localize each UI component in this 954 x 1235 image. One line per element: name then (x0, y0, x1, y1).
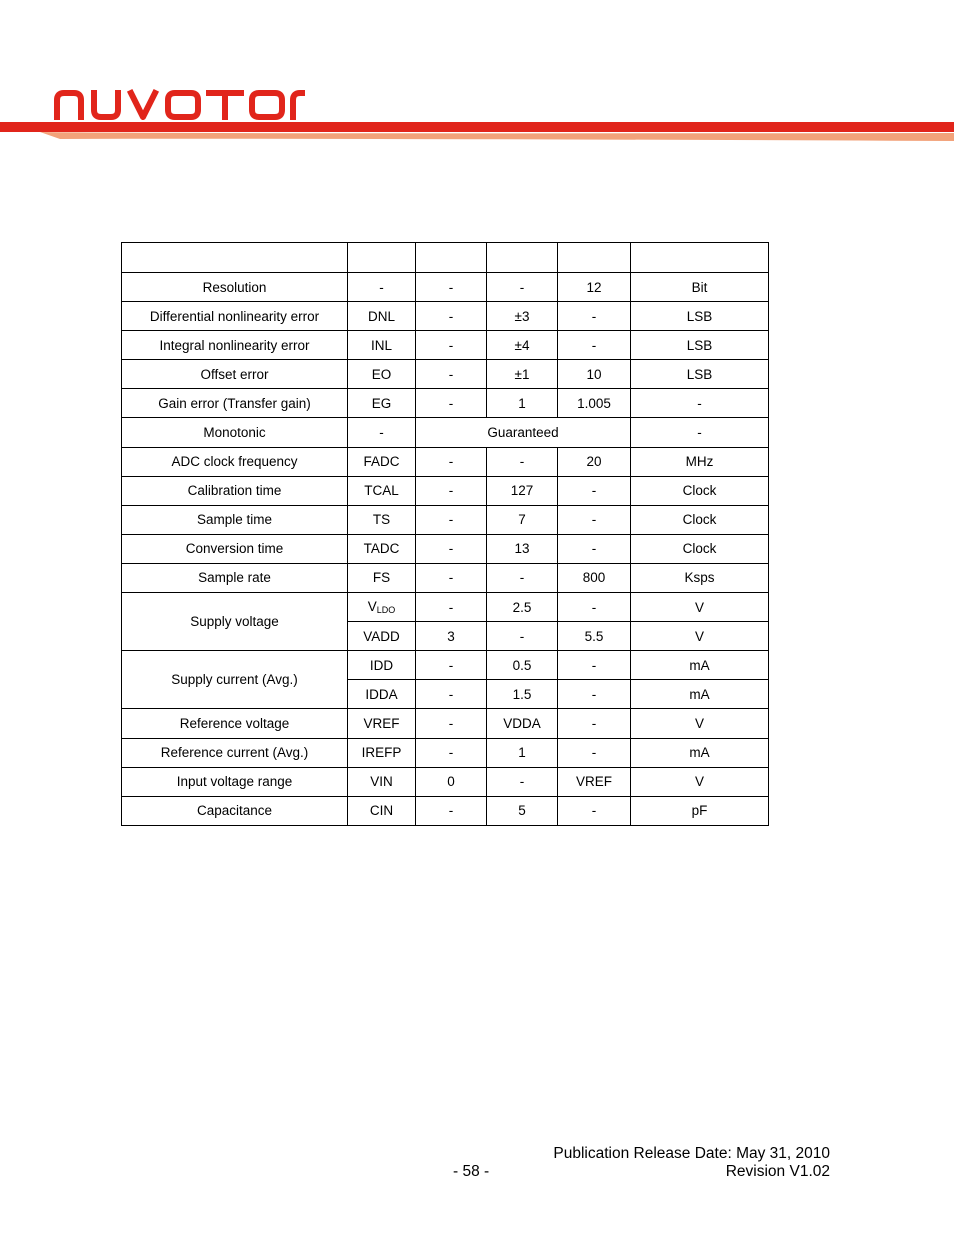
symbol-subscript: LDO (376, 605, 396, 616)
unit-cell: LSB (631, 331, 769, 360)
typ-cell: 127 (487, 476, 558, 505)
max-cell: 800 (558, 563, 631, 592)
typ-cell: VDDA (487, 709, 558, 738)
header-band (0, 118, 954, 148)
parameter-cell: ADC clock frequency (122, 447, 348, 476)
max-cell: - (558, 709, 631, 738)
parameter-cell: Offset error (122, 360, 348, 389)
table-row (122, 505, 769, 534)
max-cell: 20 (558, 447, 631, 476)
max-cell: - (558, 505, 631, 534)
symbol-cell: VIN (348, 767, 416, 796)
table-row (122, 360, 769, 389)
max-cell: 5.5 (558, 622, 631, 651)
parameter-cell: Resolution (122, 273, 348, 302)
parameter-cell: Reference current (Avg.) (122, 738, 348, 767)
min-cell: 0 (416, 767, 487, 796)
unit-cell: Clock (631, 534, 769, 563)
unit-cell: Clock (631, 505, 769, 534)
table-row (122, 534, 769, 563)
symbol-cell (348, 593, 416, 622)
max-cell: - (558, 593, 631, 622)
unit-cell: mA (631, 651, 769, 680)
table-row (122, 738, 769, 767)
parameter-cell: Reference voltage (122, 709, 348, 738)
typ-cell: ±3 (487, 302, 558, 331)
typ-cell: - (487, 447, 558, 476)
unit-cell: pF (631, 796, 769, 825)
min-cell: - (416, 563, 487, 592)
parameter-cell: Supply current (Avg.) (122, 651, 348, 709)
nuvoton-logo (52, 86, 308, 120)
min-cell: - (416, 389, 487, 418)
max-cell: - (558, 302, 631, 331)
symbol-main: V (367, 599, 377, 615)
max-cell: - (558, 680, 631, 709)
header-cell (348, 243, 416, 273)
parameter-cell: Conversion time (122, 534, 348, 563)
symbol-cell: IDD (348, 651, 416, 680)
publication-date: Publication Release Date: May 31, 2010 (553, 1145, 830, 1162)
unit-cell: mA (631, 680, 769, 709)
table-row (122, 273, 769, 302)
symbol-cell: EG (348, 389, 416, 418)
table-row (122, 563, 769, 592)
unit-cell: V (631, 622, 769, 651)
typ-cell: 13 (487, 534, 558, 563)
min-cell: - (416, 796, 487, 825)
typ-cell: 1 (487, 738, 558, 767)
typ-cell: - (487, 273, 558, 302)
typ-cell: 2.5 (487, 593, 558, 622)
min-cell: - (416, 476, 487, 505)
header-cell (122, 243, 348, 273)
typ-cell: 1 (487, 389, 558, 418)
symbol-cell: TS (348, 505, 416, 534)
typ-cell: 7 (487, 505, 558, 534)
min-cell: - (416, 651, 487, 680)
table-row (122, 651, 769, 680)
unit-cell: V (631, 767, 769, 796)
parameter-cell: Calibration time (122, 476, 348, 505)
table-row (122, 331, 769, 360)
min-cell: - (416, 447, 487, 476)
revision: Revision V1.02 (725, 1163, 830, 1180)
max-cell: - (558, 651, 631, 680)
table-row (122, 796, 769, 825)
max-cell: - (558, 534, 631, 563)
symbol-cell: TCAL (348, 476, 416, 505)
header-cell (487, 243, 558, 273)
typ-cell: ±1 (487, 360, 558, 389)
max-cell: 10 (558, 360, 631, 389)
unit-cell: - (631, 418, 769, 447)
unit-cell: Ksps (631, 563, 769, 592)
table-row (122, 389, 769, 418)
table-row (122, 767, 769, 796)
unit-cell: LSB (631, 360, 769, 389)
min-cell: - (416, 360, 487, 389)
table-row (122, 593, 769, 622)
symbol-cell: CIN (348, 796, 416, 825)
unit-cell: MHz (631, 447, 769, 476)
symbol-cell: FADC (348, 447, 416, 476)
parameter-cell: Input voltage range (122, 767, 348, 796)
min-cell: - (416, 505, 487, 534)
header-cell (416, 243, 487, 273)
header-cell (558, 243, 631, 273)
parameter-cell: Capacitance (122, 796, 348, 825)
min-cell: - (416, 738, 487, 767)
symbol-cell: INL (348, 331, 416, 360)
parameter-cell: Differential nonlinearity error (122, 302, 348, 331)
typ-cell: - (487, 622, 558, 651)
parameter-cell: Monotonic (122, 418, 348, 447)
typ-cell: 1.5 (487, 680, 558, 709)
typ-cell: 0.5 (487, 651, 558, 680)
symbol-cell: - (348, 418, 416, 447)
min-cell: - (416, 273, 487, 302)
unit-cell: LSB (631, 302, 769, 331)
max-cell: VREF (558, 767, 631, 796)
max-cell: - (558, 476, 631, 505)
typ-cell: ±4 (487, 331, 558, 360)
max-cell: - (558, 796, 631, 825)
header-cell (631, 243, 769, 273)
adc-spec-table (121, 242, 769, 826)
page-number: - 58 - (453, 1163, 490, 1180)
typ-cell: - (487, 563, 558, 592)
unit-cell: V (631, 593, 769, 622)
table-header-row (122, 243, 769, 273)
min-cell: 3 (416, 622, 487, 651)
table-row (122, 447, 769, 476)
symbol-cell: IREFP (348, 738, 416, 767)
table-row (122, 709, 769, 738)
table-row (122, 418, 769, 447)
symbol-cell: EO (348, 360, 416, 389)
symbol-cell: TADC (348, 534, 416, 563)
typ-cell: - (487, 767, 558, 796)
parameter-cell: Gain error (Transfer gain) (122, 389, 348, 418)
parameter-cell: Sample rate (122, 563, 348, 592)
table-row (122, 476, 769, 505)
table-row (122, 302, 769, 331)
parameter-cell: Integral nonlinearity error (122, 331, 348, 360)
max-cell: 1.005 (558, 389, 631, 418)
min-cell: - (416, 593, 487, 622)
min-cell: - (416, 302, 487, 331)
max-cell: - (558, 331, 631, 360)
span-value-cell: Guaranteed (416, 418, 631, 447)
max-cell: - (558, 738, 631, 767)
unit-cell: - (631, 389, 769, 418)
parameter-cell: Sample time (122, 505, 348, 534)
min-cell: - (416, 331, 487, 360)
symbol-cell: DNL (348, 302, 416, 331)
parameter-cell: Supply voltage (122, 593, 348, 651)
min-cell: - (416, 709, 487, 738)
min-cell: - (416, 534, 487, 563)
symbol-cell: VADD (348, 622, 416, 651)
unit-cell: Bit (631, 273, 769, 302)
typ-cell: 5 (487, 796, 558, 825)
unit-cell: mA (631, 738, 769, 767)
max-cell: 12 (558, 273, 631, 302)
unit-cell: Clock (631, 476, 769, 505)
symbol-cell: - (348, 273, 416, 302)
min-cell: - (416, 680, 487, 709)
symbol-cell: VREF (348, 709, 416, 738)
unit-cell: V (631, 709, 769, 738)
symbol-cell: IDDA (348, 680, 416, 709)
symbol-cell: FS (348, 563, 416, 592)
